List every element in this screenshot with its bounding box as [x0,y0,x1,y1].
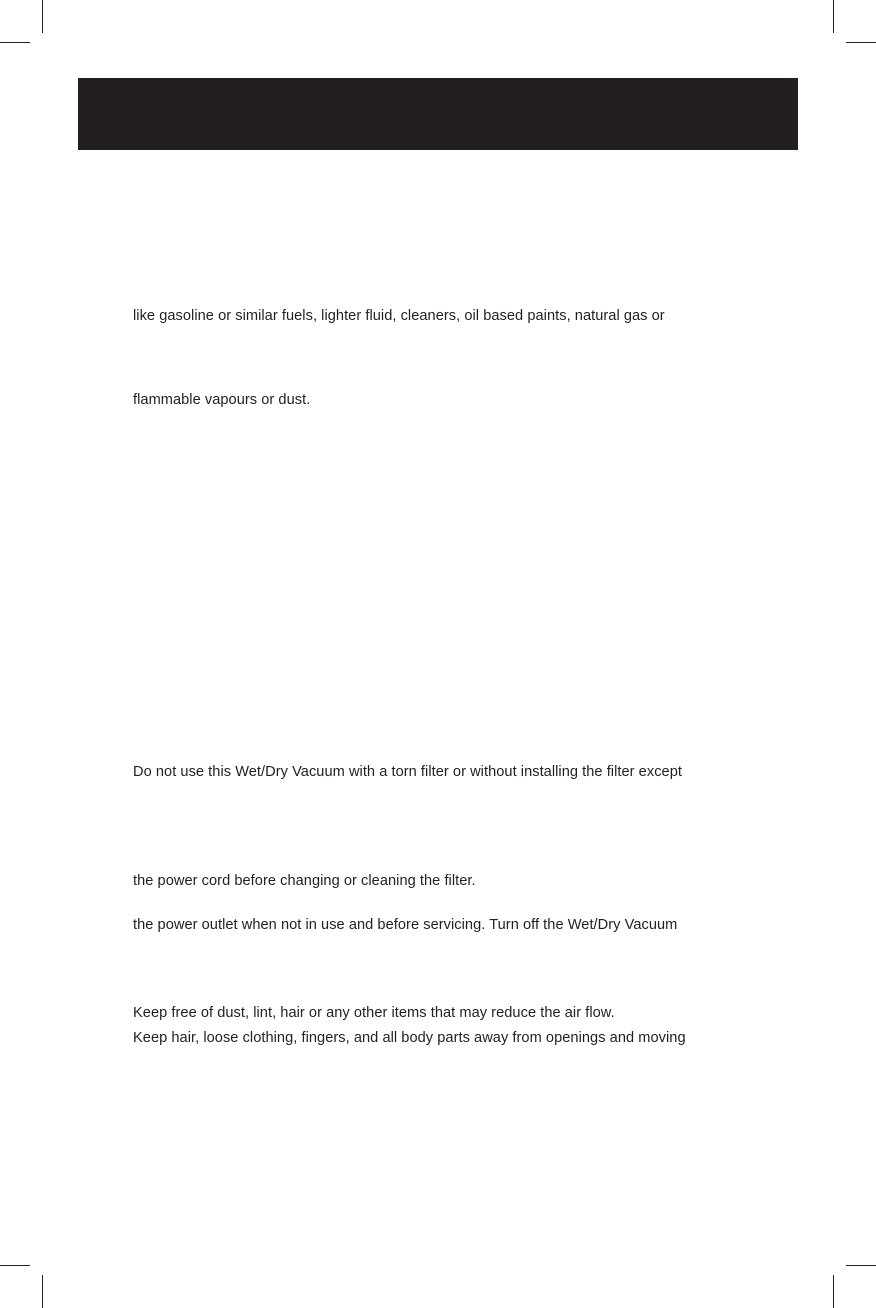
crop-mark-top-left-horizontal [0,42,30,43]
crop-mark-bottom-left-horizontal [0,1265,30,1266]
text-line-power-cord: the power cord before changing or cleaning the filter. [133,873,476,889]
text-line-power-outlet: the power outlet when not in use and before servicing. Turn off the Wet/Dry Vacuum [133,917,678,933]
text-line-torn-filter: Do not use this Wet/Dry Vacuum with a torn filter or without installing the filter except [133,764,682,780]
text-line-gasoline: like gasoline or similar fuels, lighter fluid, cleaners, oil based paints, natural gas or [133,308,665,324]
crop-mark-top-left-vertical [42,0,43,33]
text-line-keep-free: Keep free of dust, lint, hair or any other items that may reduce the air flow. [133,1005,615,1021]
crop-mark-top-right-vertical [833,0,834,33]
crop-mark-top-right-horizontal [846,42,876,43]
text-line-keep-hair: Keep hair, loose clothing, fingers, and all body parts away from openings and moving [133,1030,686,1046]
crop-mark-bottom-left-vertical [42,1275,43,1308]
header-bar [78,78,798,150]
crop-mark-bottom-right-horizontal [846,1265,876,1266]
crop-mark-bottom-right-vertical [833,1275,834,1308]
text-line-flammable: flammable vapours or dust. [133,392,311,408]
